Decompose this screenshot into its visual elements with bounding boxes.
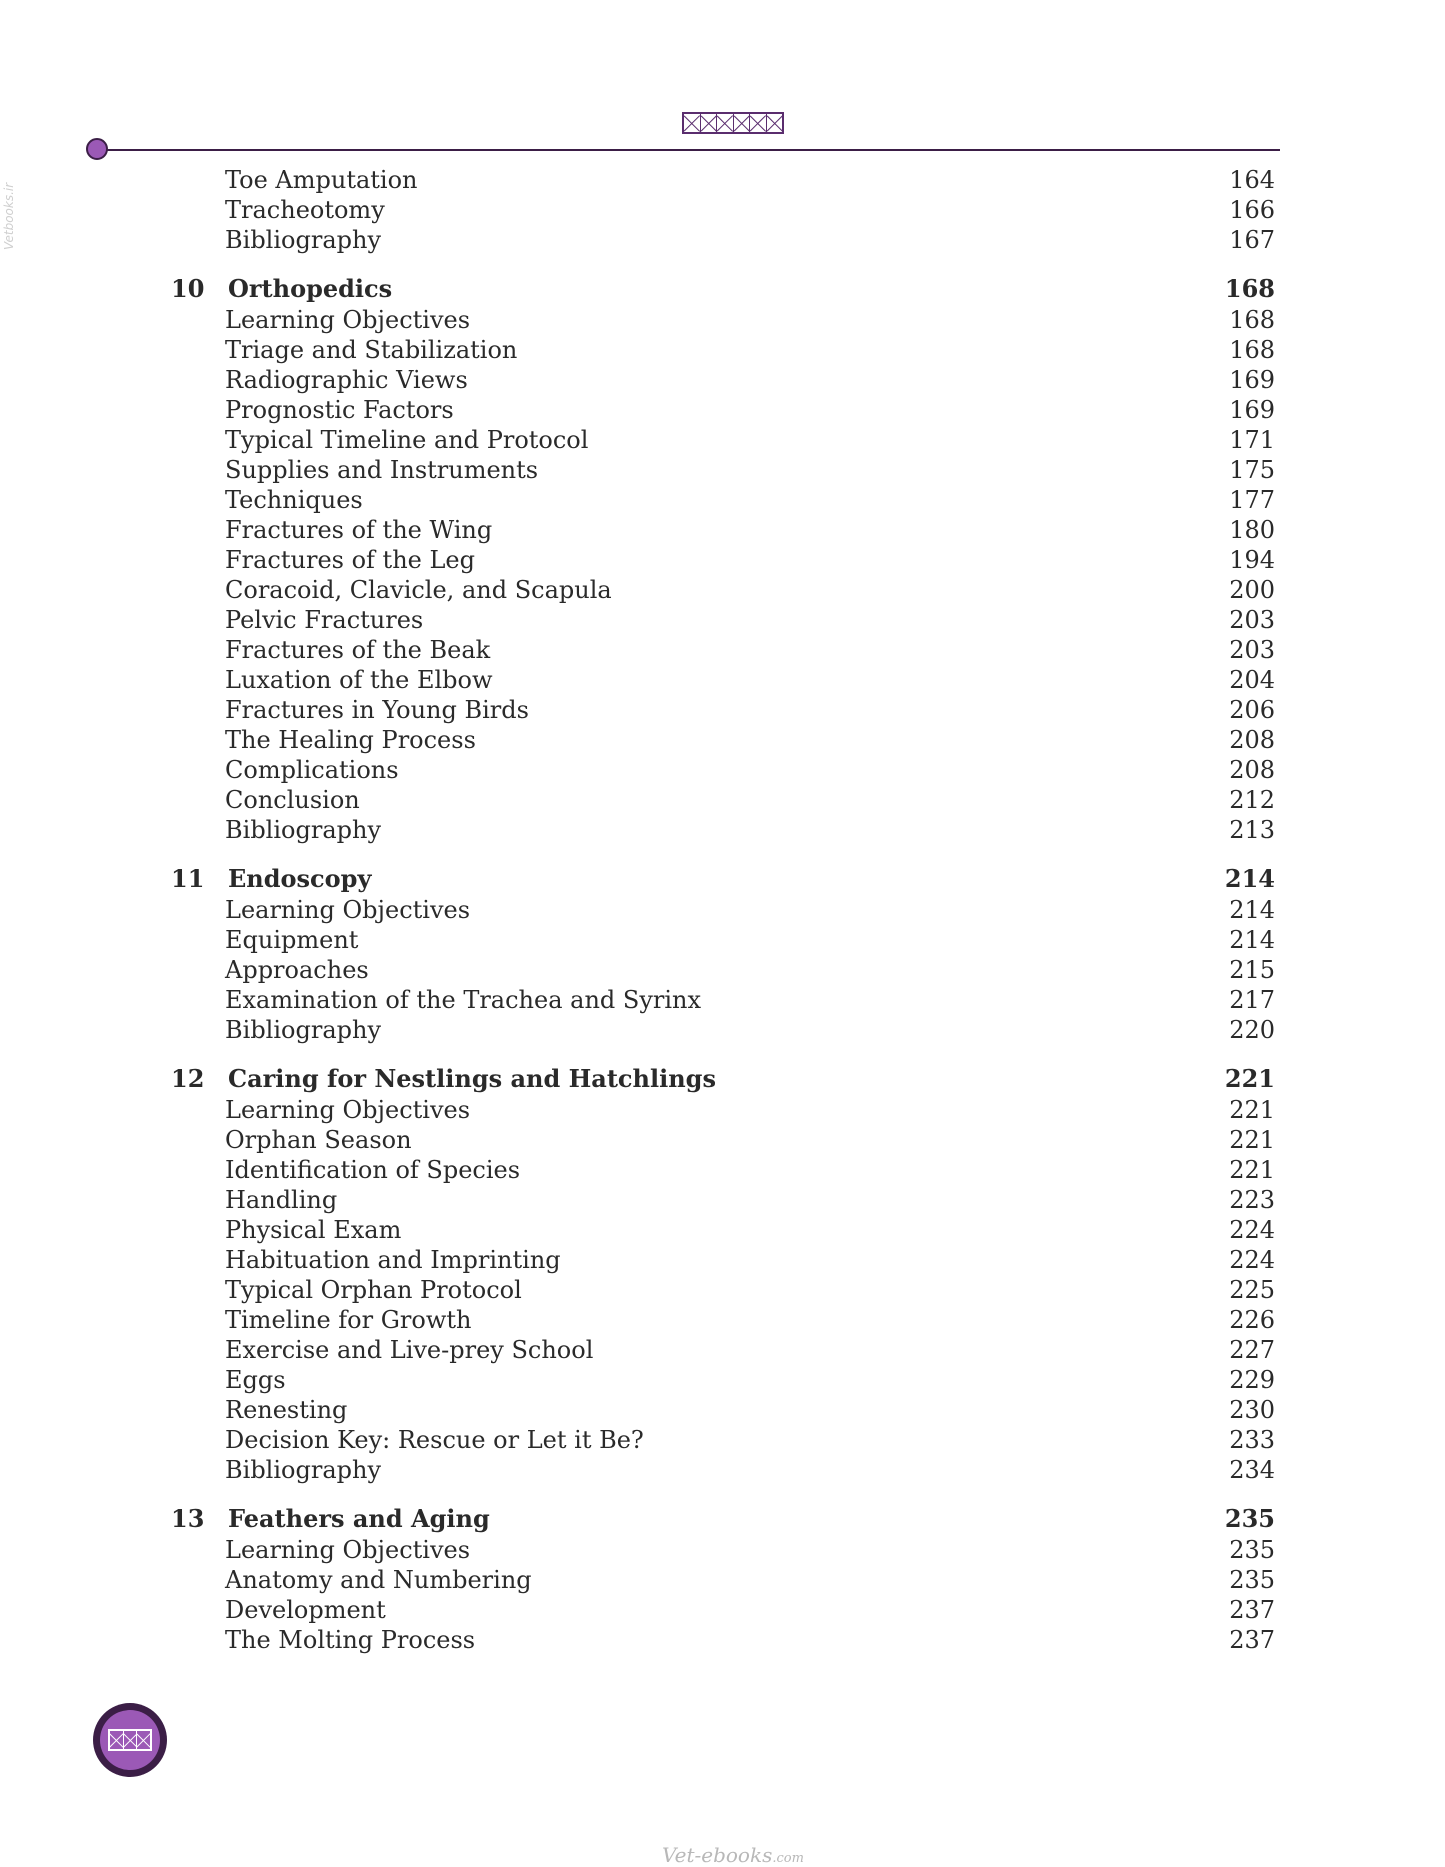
- toc-entry[interactable]: [0, 725, 1445, 755]
- chapter-number: 13: [171, 1504, 205, 1533]
- entry-title: Bibliography: [225, 816, 381, 844]
- page-number: 164: [1229, 166, 1275, 194]
- page-number: 204: [1229, 666, 1275, 694]
- page-number: 208: [1229, 726, 1275, 754]
- entry-title: Approaches: [225, 956, 369, 984]
- toc-entry[interactable]: [0, 815, 1445, 845]
- entry-title: Supplies and Instruments: [225, 456, 539, 484]
- page-number: 169: [1229, 366, 1275, 394]
- entry-title: Luxation of the Elbow: [225, 666, 493, 694]
- table-of-contents: [0, 165, 1445, 1655]
- toc-entry[interactable]: [0, 335, 1445, 365]
- toc-entry[interactable]: [0, 1595, 1445, 1625]
- page-number: 221: [1224, 1064, 1275, 1093]
- toc-entry[interactable]: [0, 1535, 1445, 1565]
- toc-chapter-entry[interactable]: [0, 274, 1445, 305]
- entry-title: Handling: [225, 1186, 338, 1214]
- toc-entry[interactable]: [0, 1335, 1445, 1365]
- toc-entry[interactable]: [0, 1155, 1445, 1185]
- entry-title: Conclusion: [225, 786, 360, 814]
- footer-watermark: [662, 1843, 804, 1867]
- page-number-badge: [93, 1703, 167, 1777]
- toc-entry[interactable]: [0, 695, 1445, 725]
- toc-entry[interactable]: [0, 1455, 1445, 1485]
- page-number: 227: [1229, 1336, 1275, 1364]
- toc-entry[interactable]: [0, 925, 1445, 955]
- page-number-badge-inner: [100, 1710, 160, 1770]
- entry-title: Decision Key: Rescue or Let it Be?: [225, 1426, 644, 1454]
- chapter-number: 12: [171, 1064, 205, 1093]
- entry-title: Radiographic Views: [225, 366, 468, 394]
- entry-title: Development: [225, 1596, 386, 1624]
- page-number: 180: [1229, 516, 1275, 544]
- page-number: 221: [1229, 1096, 1275, 1124]
- footer-watermark-suffix: .com: [772, 1851, 804, 1866]
- toc-entry[interactable]: [0, 305, 1445, 335]
- toc-entry[interactable]: [0, 575, 1445, 605]
- chapter-title: Orthopedics: [228, 274, 393, 303]
- page-number: 237: [1229, 1626, 1275, 1654]
- toc-entry[interactable]: [0, 1565, 1445, 1595]
- entry-title: Eggs: [225, 1366, 286, 1394]
- page-number: 217: [1229, 986, 1275, 1014]
- toc-entry[interactable]: [0, 1185, 1445, 1215]
- entry-title: Exercise and Live-prey School: [225, 1336, 594, 1364]
- entry-title: Physical Exam: [225, 1216, 402, 1244]
- header-roman-numeral-mark: [682, 112, 784, 134]
- page-number: 233: [1229, 1426, 1275, 1454]
- entry-title: Learning Objectives: [225, 896, 471, 924]
- entry-title: Timeline for Growth: [225, 1306, 472, 1334]
- page-number: 223: [1229, 1186, 1275, 1214]
- page-number: 203: [1229, 606, 1275, 634]
- page-number: 229: [1229, 1366, 1275, 1394]
- page-number: 206: [1229, 696, 1275, 724]
- toc-entry[interactable]: [0, 895, 1445, 925]
- toc-chapter-entry[interactable]: [0, 1504, 1445, 1535]
- page-number: 168: [1229, 336, 1275, 364]
- entry-title: Complications: [225, 756, 399, 784]
- entry-title: Fractures in Young Birds: [225, 696, 529, 724]
- footer-watermark-text: Vet-ebooks: [662, 1843, 773, 1867]
- page-number: 212: [1229, 786, 1275, 814]
- entry-title: Fractures of the Leg: [225, 546, 475, 574]
- chapter-title: Endoscopy: [228, 864, 372, 893]
- toc-entry[interactable]: [0, 1015, 1445, 1045]
- entry-title: Orphan Season: [225, 1126, 412, 1154]
- page-number: 221: [1229, 1156, 1275, 1184]
- entry-title: Bibliography: [225, 1456, 381, 1484]
- entry-title: Typical Orphan Protocol: [225, 1276, 522, 1304]
- toc-entry[interactable]: [0, 635, 1445, 665]
- entry-title: The Healing Process: [225, 726, 476, 754]
- toc-entry[interactable]: [0, 1275, 1445, 1305]
- page-number: 168: [1224, 274, 1275, 303]
- entry-title: Renesting: [225, 1396, 348, 1424]
- entry-title: Toe Amputation: [225, 166, 418, 194]
- page-number: 214: [1229, 926, 1275, 954]
- toc-entry[interactable]: [0, 665, 1445, 695]
- entry-title: Techniques: [225, 486, 363, 514]
- entry-title: Typical Timeline and Protocol: [225, 426, 589, 454]
- chapter-title: Feathers and Aging: [228, 1504, 490, 1533]
- page-number: 213: [1229, 816, 1275, 844]
- entry-title: Learning Objectives: [225, 306, 471, 334]
- entry-title: Learning Objectives: [225, 1536, 471, 1564]
- page-number: 208: [1229, 756, 1275, 784]
- page-number: 224: [1229, 1246, 1275, 1274]
- page-number: 226: [1229, 1306, 1275, 1334]
- page-number: 234: [1229, 1456, 1275, 1484]
- page-number: 194: [1229, 546, 1275, 574]
- entry-title: The Molting Process: [225, 1626, 476, 1654]
- page-number: 235: [1229, 1566, 1275, 1594]
- toc-entry[interactable]: [0, 755, 1445, 785]
- page-number: 235: [1229, 1536, 1275, 1564]
- toc-entry[interactable]: [0, 455, 1445, 485]
- toc-entry[interactable]: [0, 1095, 1445, 1125]
- page-number: 220: [1229, 1016, 1275, 1044]
- toc-entry[interactable]: [0, 1425, 1445, 1455]
- page-number: 235: [1224, 1504, 1275, 1533]
- page-number: 203: [1229, 636, 1275, 664]
- page-number: 168: [1229, 306, 1275, 334]
- page-number: 224: [1229, 1216, 1275, 1244]
- page-number: 200: [1229, 576, 1275, 604]
- toc-entry[interactable]: [0, 515, 1445, 545]
- entry-title: Anatomy and Numbering: [225, 1566, 532, 1594]
- chapter-number: 11: [171, 864, 205, 893]
- toc-entry[interactable]: [0, 485, 1445, 515]
- chapter-title: Caring for Nestlings and Hatchlings: [228, 1064, 716, 1093]
- entry-title: Learning Objectives: [225, 1096, 471, 1124]
- toc-entry[interactable]: [0, 955, 1445, 985]
- toc-entry[interactable]: [0, 1395, 1445, 1425]
- toc-entry[interactable]: [0, 1625, 1445, 1655]
- chapter-number: 10: [171, 274, 205, 303]
- toc-entry[interactable]: [0, 195, 1445, 225]
- toc-entry[interactable]: [0, 395, 1445, 425]
- entry-title: Tracheotomy: [225, 196, 385, 224]
- entry-title: Fractures of the Wing: [225, 516, 493, 544]
- toc-entry[interactable]: [0, 1305, 1445, 1335]
- page-number: 214: [1229, 896, 1275, 924]
- entry-title: Coracoid, Clavicle, and Scapula: [225, 576, 612, 604]
- page-number: 230: [1229, 1396, 1275, 1424]
- page-number: 169: [1229, 396, 1275, 424]
- toc-entry[interactable]: [0, 165, 1445, 195]
- page-number: 214: [1224, 864, 1275, 893]
- entry-title: Bibliography: [225, 1016, 381, 1044]
- page-number: 225: [1229, 1276, 1275, 1304]
- entry-title: Bibliography: [225, 226, 381, 254]
- toc-entry[interactable]: [0, 785, 1445, 815]
- page-number: 215: [1229, 956, 1275, 984]
- page-number: 166: [1229, 196, 1275, 224]
- page-number: 221: [1229, 1126, 1275, 1154]
- rule-dot-ornament: [86, 138, 108, 160]
- entry-title: Identification of Species: [225, 1156, 521, 1184]
- toc-entry[interactable]: [0, 1245, 1445, 1275]
- toc-entry[interactable]: [0, 225, 1445, 255]
- entry-title: Fractures of the Beak: [225, 636, 491, 664]
- toc-entry[interactable]: [0, 545, 1445, 575]
- toc-entry[interactable]: [0, 1125, 1445, 1155]
- toc-chapter-entry[interactable]: [0, 1064, 1445, 1095]
- toc-entry[interactable]: [0, 1215, 1445, 1245]
- page-number: 175: [1229, 456, 1275, 484]
- entry-title: Habituation and Imprinting: [225, 1246, 561, 1274]
- toc-entry[interactable]: [0, 425, 1445, 455]
- header-rule: [98, 149, 1280, 151]
- page-number: 237: [1229, 1596, 1275, 1624]
- entry-title: Equipment: [225, 926, 359, 954]
- entry-title: Examination of the Trachea and Syrinx: [225, 986, 702, 1014]
- page-roman-numeral-mark: [108, 1729, 152, 1751]
- side-watermark-text: Vetbooks.ir: [2, 182, 16, 250]
- toc-entry[interactable]: [0, 605, 1445, 635]
- entry-title: Prognostic Factors: [225, 396, 454, 424]
- page-number: 171: [1229, 426, 1275, 454]
- entry-title: Triage and Stabilization: [225, 336, 518, 364]
- page-number: 167: [1229, 226, 1275, 254]
- toc-entry[interactable]: [0, 365, 1445, 395]
- toc-chapter-entry[interactable]: [0, 864, 1445, 895]
- toc-entry[interactable]: [0, 1365, 1445, 1395]
- page-number: 177: [1229, 486, 1275, 514]
- entry-title: Pelvic Fractures: [225, 606, 424, 634]
- toc-entry[interactable]: [0, 985, 1445, 1015]
